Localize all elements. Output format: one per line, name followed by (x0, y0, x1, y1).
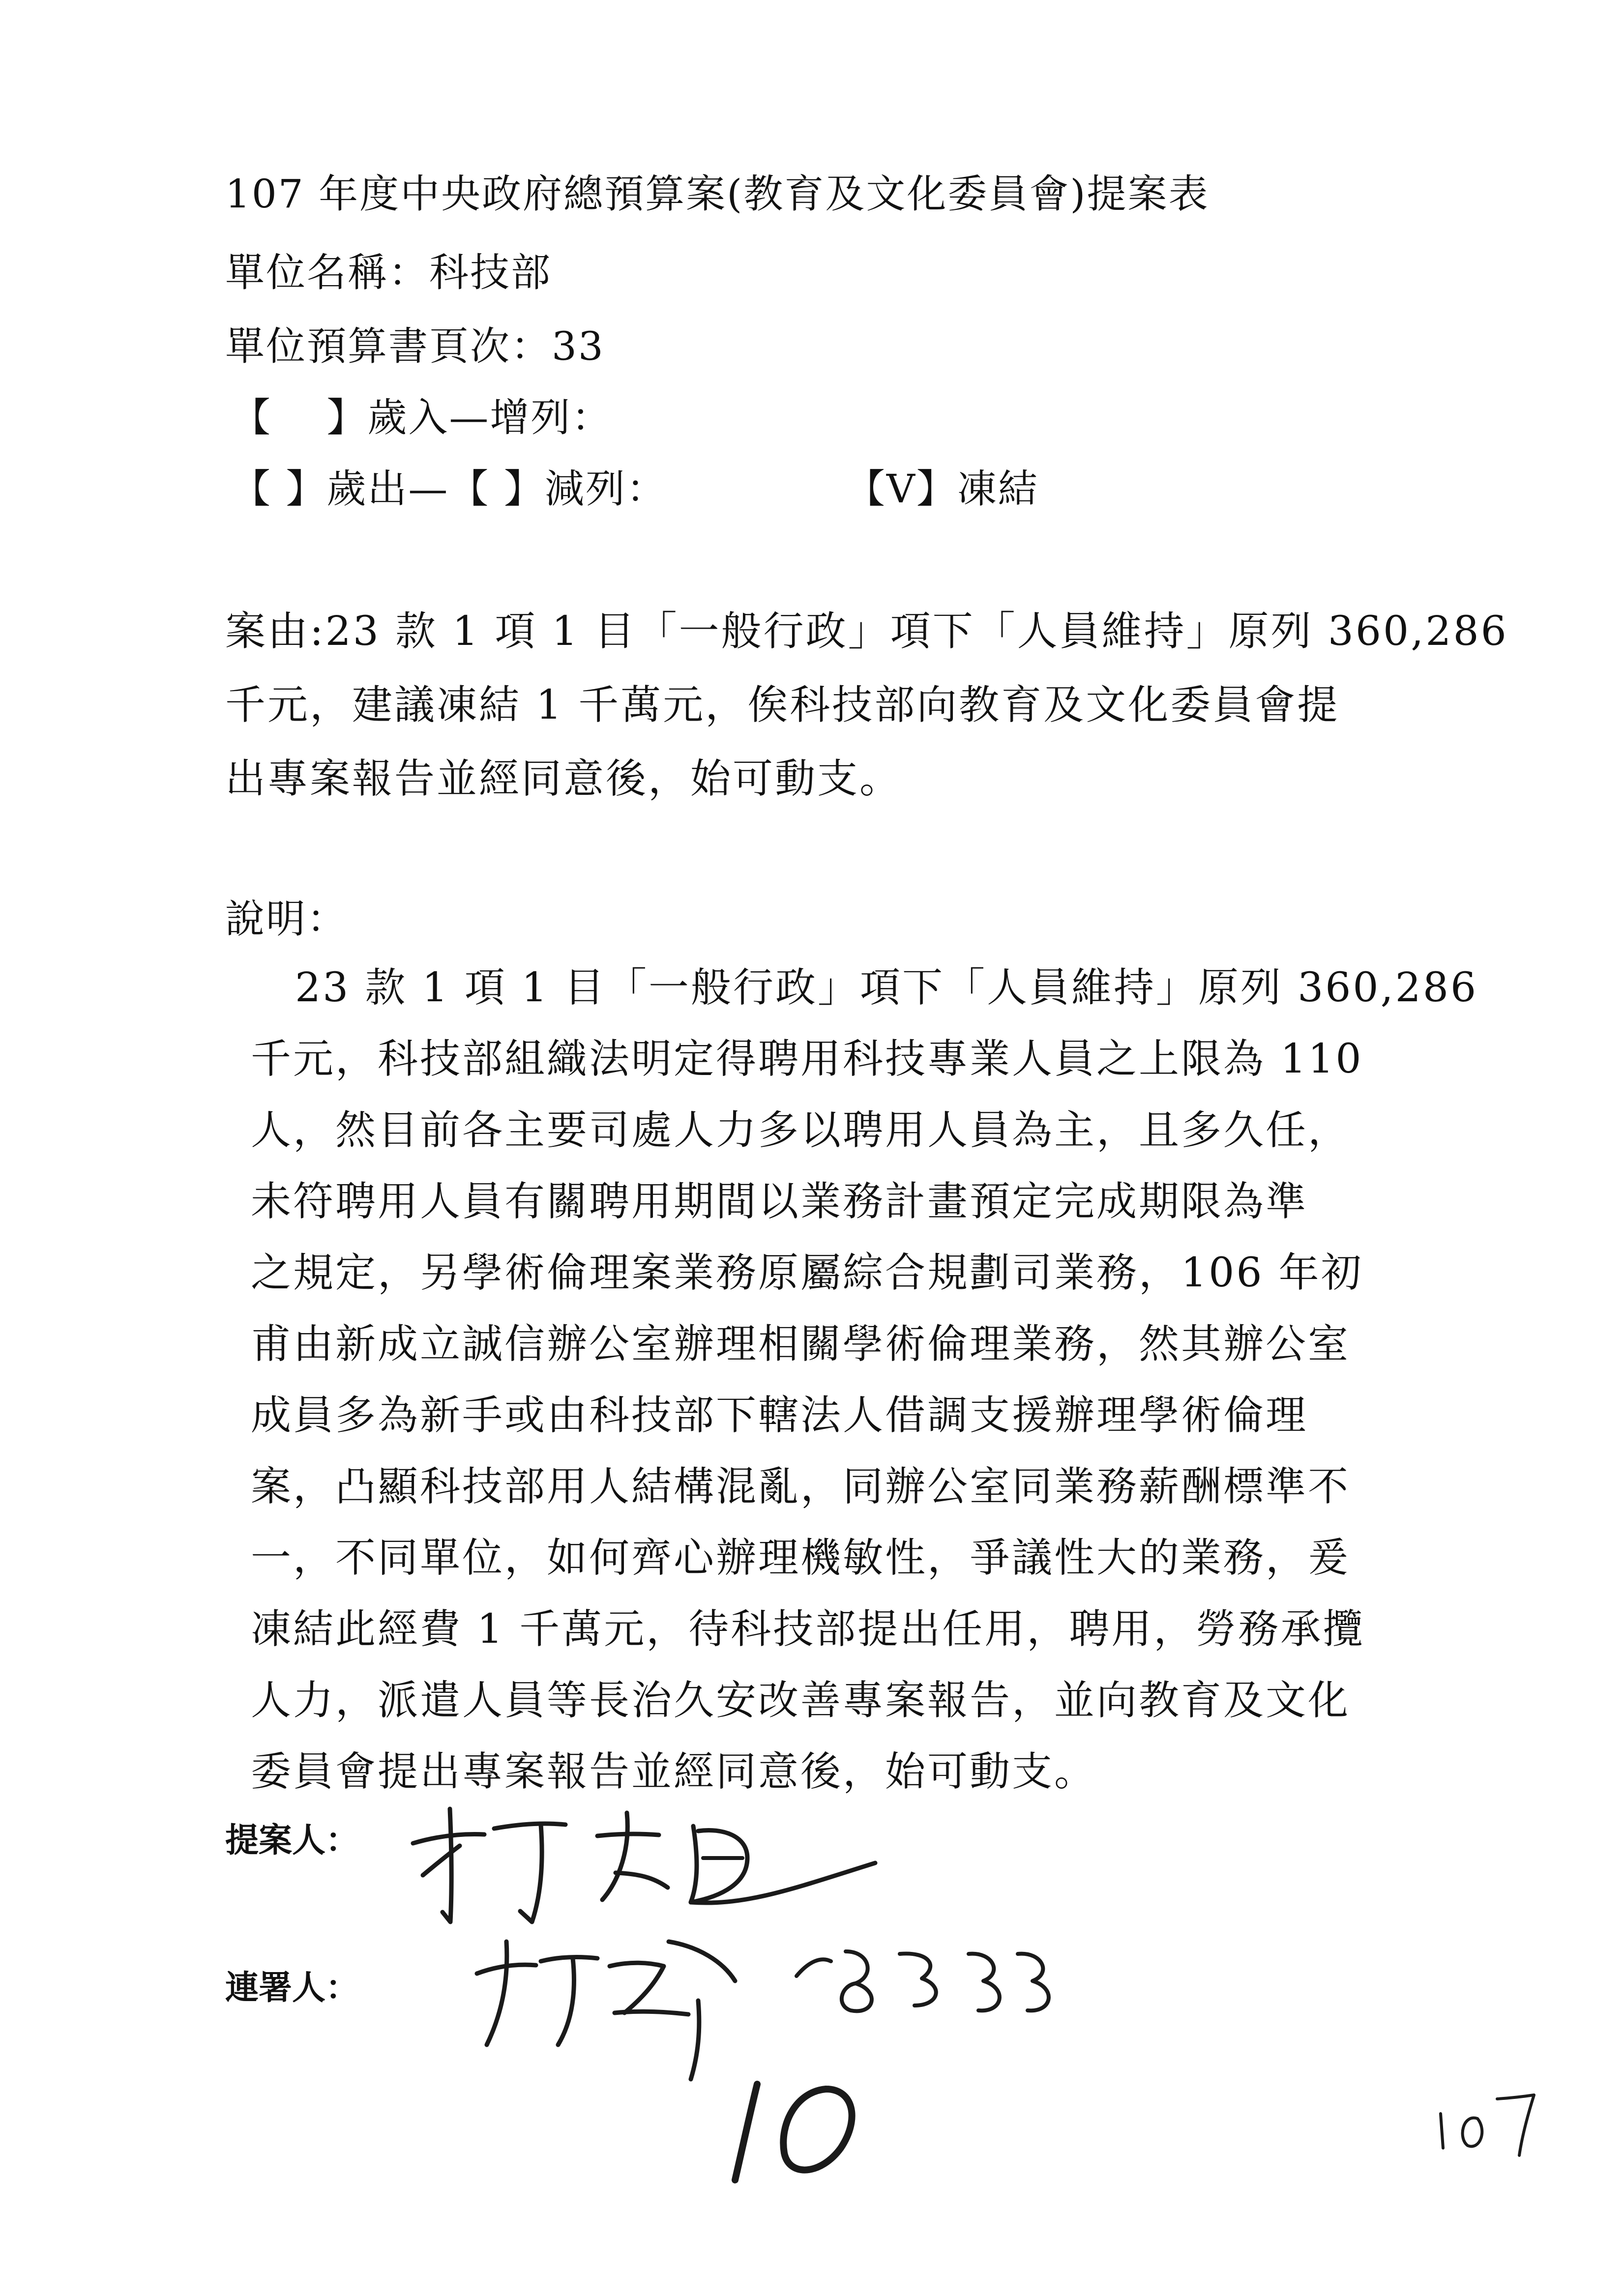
explanation-line: 委員會提出專案報告並經同意後，始可動支。 (251, 1748, 1097, 1795)
explanation-line: 甫由新成立誠信辦公室辦理相關學術倫理業務，然其辦公室 (251, 1321, 1351, 1367)
explanation-line: 成員多為新手或由科技部下轄法人借調支援辦理學術倫理 (251, 1392, 1308, 1439)
cosigner-label: 連署人： (225, 1969, 359, 2007)
freeze-option: 【V】凍結 (846, 466, 1039, 512)
revenue-increase-option: 【 】歲入—增列： (231, 395, 613, 440)
page-mark (1428, 2084, 1541, 2158)
case-reason-line: 案由:23 款 1 項 1 目「一般行政」項下「人員維持」原列 360,286 (225, 608, 1508, 655)
expenditure-reduce-option: 【 】歲出—【 】減列： (231, 466, 667, 512)
handwritten-count (713, 2069, 890, 2192)
explanation-heading: 說明： (225, 896, 348, 942)
case-reason-line: 出專案報告並經同意後，始可動支。 (225, 756, 902, 802)
proposer-label: 提案人： (225, 1821, 359, 1860)
explanation-line: 23 款 1 項 1 目「一般行政」項下「人員維持」原列 360,286 (295, 964, 1478, 1011)
unit-name: 單位名稱：科技部 (225, 250, 552, 295)
explanation-line: 之規定，另學術倫理案業務原屬綜合規劃司業務，106 年初 (251, 1250, 1363, 1296)
explanation-line: 未符聘用人員有關聘用期間以業務計畫預定完成期限為準 (251, 1178, 1308, 1225)
budget-page-number: 單位預算書頁次：33 (225, 323, 605, 369)
explanation-line: 千元，科技部組織法明定得聘用科技專業人員之上限為 110 (251, 1036, 1363, 1082)
case-reason-line: 千元，建議凍結 1 千萬元，俟科技部向教育及文化委員會提 (225, 682, 1340, 728)
cosigner-signature (467, 1927, 772, 2089)
explanation-line: 一，不同單位，如何齊心辦理機敏性，爭議性大的業務，爰 (251, 1535, 1351, 1581)
form-title: 107 年度中央政府總預算案(教育及文化委員會)提案表 (225, 171, 1210, 217)
explanation-line: 案，凸顯科技部用人結構混亂，同辦公室同業務薪酬標準不 (251, 1463, 1351, 1510)
explanation-line: 人力，派遣人員等長治久安改善專案報告，並向教育及文化 (251, 1677, 1351, 1724)
cosigner-signature-2 (782, 1932, 1077, 2020)
explanation-line: 凍結此經費 1 千萬元，待科技部提出任用，聘用，勞務承攬 (251, 1606, 1365, 1653)
explanation-line: 人，然目前各主要司處人力多以聘用人員為主，且多久任， (251, 1107, 1351, 1154)
